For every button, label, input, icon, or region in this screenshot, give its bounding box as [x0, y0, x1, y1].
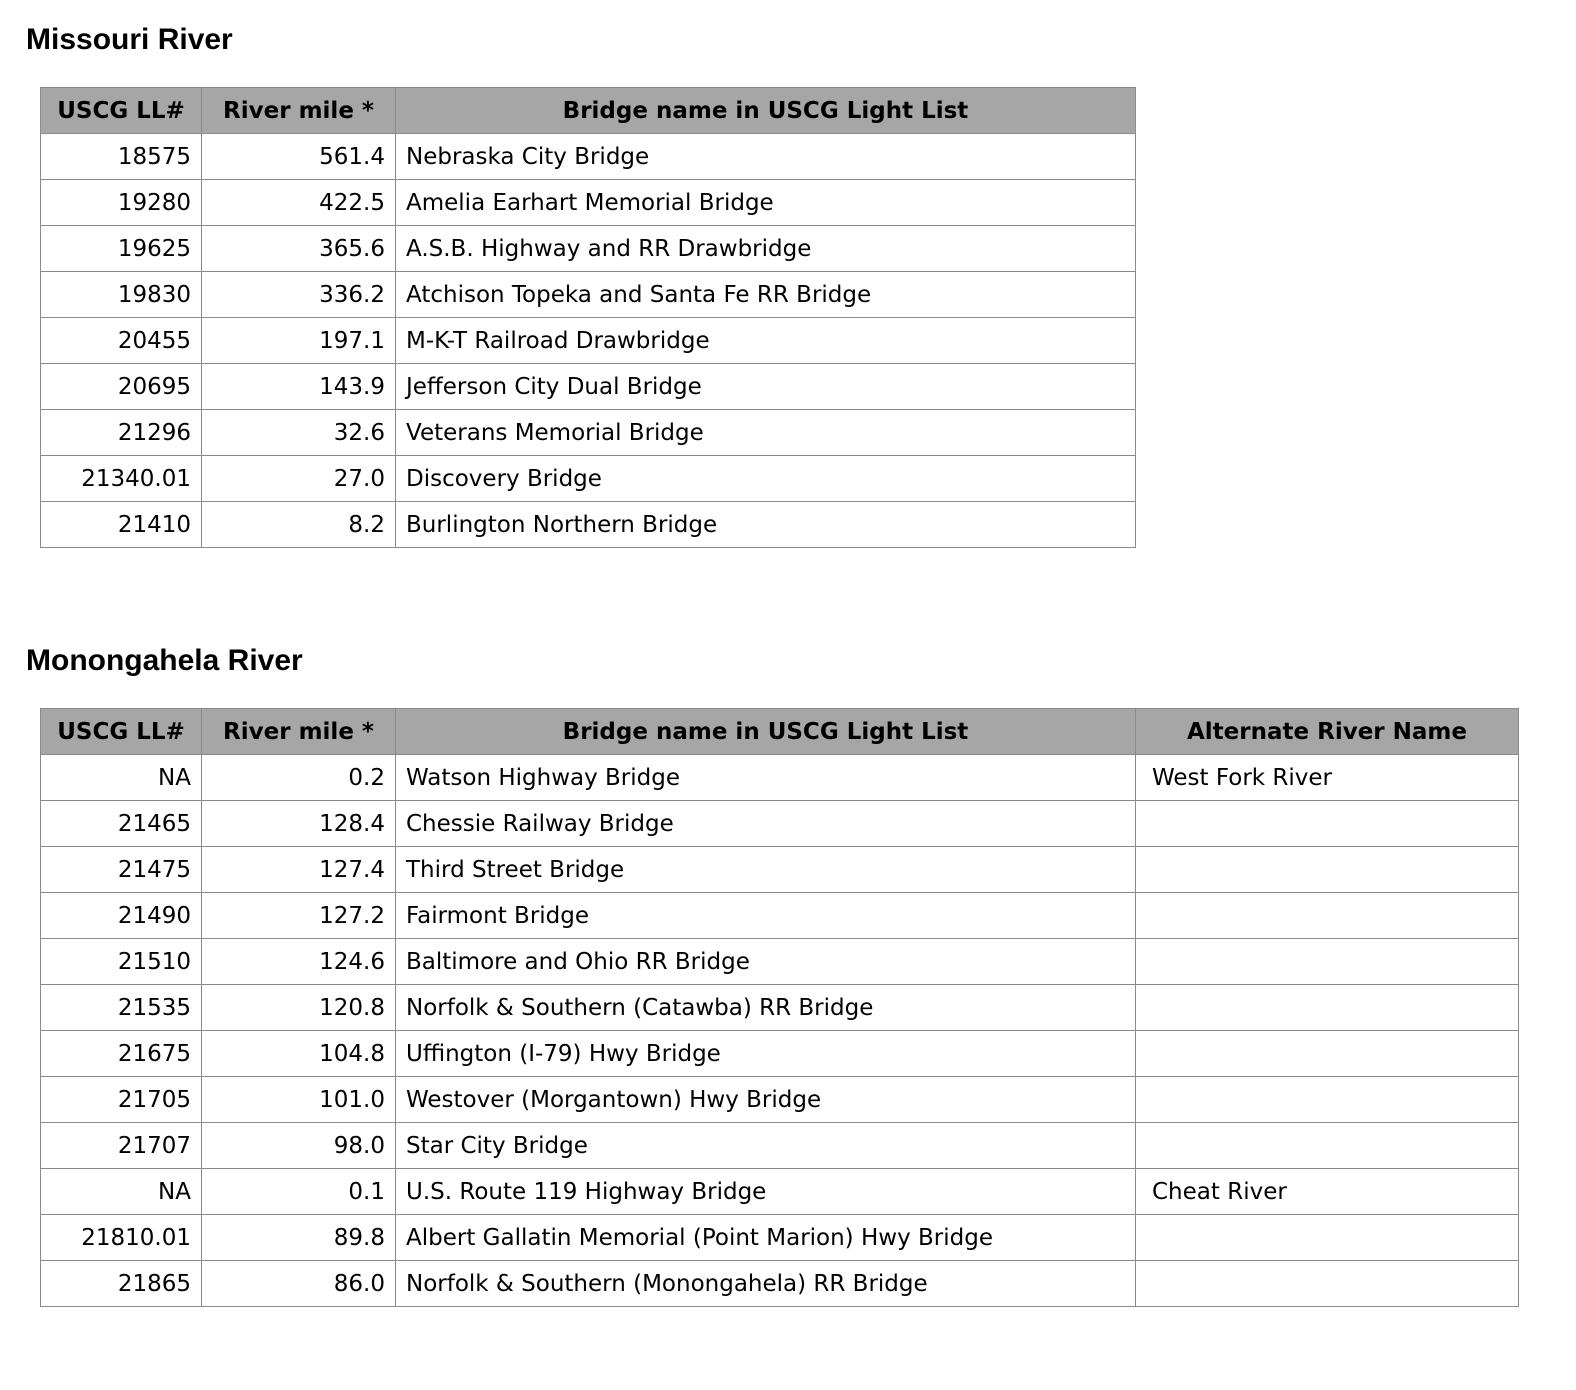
- cell-alternate-river-name: [1136, 1031, 1519, 1077]
- cell-uscg-ll: 21465: [41, 801, 202, 847]
- header-alternate-river-name: Alternate River Name: [1136, 709, 1519, 755]
- cell-uscg-ll: 21296: [41, 410, 202, 456]
- cell-uscg-ll: 19830: [41, 272, 202, 318]
- cell-bridge-name: Third Street Bridge: [396, 847, 1136, 893]
- cell-uscg-ll: 21865: [41, 1261, 202, 1307]
- cell-bridge-name: Star City Bridge: [396, 1123, 1136, 1169]
- header-uscg-ll: USCG LL#: [41, 709, 202, 755]
- cell-uscg-ll: 21535: [41, 985, 202, 1031]
- missouri-river-title: Missouri River: [26, 23, 233, 56]
- table-row: [41, 1123, 1519, 1169]
- cell-river-mile: 104.8: [202, 1031, 396, 1077]
- monongahela-bridges-table: [40, 708, 1519, 1307]
- cell-bridge-name: Westover (Morgantown) Hwy Bridge: [396, 1077, 1136, 1123]
- cell-uscg-ll: 21707: [41, 1123, 202, 1169]
- cell-alternate-river-name: West Fork River: [1136, 755, 1519, 801]
- table-row: [41, 180, 1136, 226]
- cell-river-mile: 197.1: [202, 318, 396, 364]
- cell-uscg-ll: 21705: [41, 1077, 202, 1123]
- header-river-mile: River mile *: [202, 88, 396, 134]
- cell-river-mile: 89.8: [202, 1215, 396, 1261]
- cell-bridge-name: Watson Highway Bridge: [396, 755, 1136, 801]
- cell-uscg-ll: 21340.01: [41, 456, 202, 502]
- cell-river-mile: 561.4: [202, 134, 396, 180]
- cell-uscg-ll: 18575: [41, 134, 202, 180]
- cell-alternate-river-name: [1136, 893, 1519, 939]
- cell-uscg-ll: 21475: [41, 847, 202, 893]
- cell-bridge-name: Veterans Memorial Bridge: [396, 410, 1136, 456]
- cell-uscg-ll: 21510: [41, 939, 202, 985]
- cell-river-mile: 0.2: [202, 755, 396, 801]
- cell-bridge-name: U.S. Route 119 Highway Bridge: [396, 1169, 1136, 1215]
- cell-alternate-river-name: [1136, 801, 1519, 847]
- cell-bridge-name: Fairmont Bridge: [396, 893, 1136, 939]
- cell-river-mile: 127.4: [202, 847, 396, 893]
- table-row: [41, 272, 1136, 318]
- table-row: [41, 226, 1136, 272]
- table-row: [41, 755, 1519, 801]
- cell-bridge-name: A.S.B. Highway and RR Drawbridge: [396, 226, 1136, 272]
- table-row: [41, 318, 1136, 364]
- cell-river-mile: 0.1: [202, 1169, 396, 1215]
- table-row: [41, 502, 1136, 548]
- missouri-table-body: [41, 134, 1136, 548]
- cell-alternate-river-name: [1136, 1077, 1519, 1123]
- cell-uscg-ll: 20455: [41, 318, 202, 364]
- cell-bridge-name: M-K-T Railroad Drawbridge: [396, 318, 1136, 364]
- table-row: [41, 1215, 1519, 1261]
- cell-bridge-name: Chessie Railway Bridge: [396, 801, 1136, 847]
- missouri-bridges-table: [40, 87, 1136, 548]
- header-bridge-name: Bridge name in USCG Light List: [396, 88, 1136, 134]
- cell-alternate-river-name: [1136, 847, 1519, 893]
- cell-river-mile: 143.9: [202, 364, 396, 410]
- cell-bridge-name: Baltimore and Ohio RR Bridge: [396, 939, 1136, 985]
- cell-bridge-name: Burlington Northern Bridge: [396, 502, 1136, 548]
- cell-alternate-river-name: [1136, 1123, 1519, 1169]
- cell-river-mile: 127.2: [202, 893, 396, 939]
- table-row: [41, 1261, 1519, 1307]
- cell-river-mile: 120.8: [202, 985, 396, 1031]
- cell-uscg-ll: 21675: [41, 1031, 202, 1077]
- table-row: [41, 985, 1519, 1031]
- cell-uscg-ll: NA: [41, 755, 202, 801]
- cell-river-mile: 336.2: [202, 272, 396, 318]
- cell-bridge-name: Nebraska City Bridge: [396, 134, 1136, 180]
- header-river-mile: River mile *: [202, 709, 396, 755]
- cell-bridge-name: Norfolk & Southern (Monongahela) RR Bridge: [396, 1261, 1136, 1307]
- table-header-row: [41, 88, 1136, 134]
- cell-river-mile: 8.2: [202, 502, 396, 548]
- cell-uscg-ll: 21810.01: [41, 1215, 202, 1261]
- table-row: [41, 410, 1136, 456]
- cell-river-mile: 128.4: [202, 801, 396, 847]
- cell-uscg-ll: 21490: [41, 893, 202, 939]
- cell-bridge-name: Discovery Bridge: [396, 456, 1136, 502]
- cell-bridge-name: Atchison Topeka and Santa Fe RR Bridge: [396, 272, 1136, 318]
- table-row: [41, 456, 1136, 502]
- cell-alternate-river-name: [1136, 939, 1519, 985]
- monongahela-table-body: [41, 755, 1519, 1307]
- cell-alternate-river-name: Cheat River: [1136, 1169, 1519, 1215]
- cell-river-mile: 365.6: [202, 226, 396, 272]
- cell-bridge-name: Albert Gallatin Memorial (Point Marion) Hwy Bridge: [396, 1215, 1136, 1261]
- cell-uscg-ll: 19280: [41, 180, 202, 226]
- table-header-row: [41, 709, 1519, 755]
- cell-river-mile: 422.5: [202, 180, 396, 226]
- cell-uscg-ll: 19625: [41, 226, 202, 272]
- header-uscg-ll: USCG LL#: [41, 88, 202, 134]
- table-row: [41, 847, 1519, 893]
- cell-uscg-ll: 20695: [41, 364, 202, 410]
- cell-river-mile: 98.0: [202, 1123, 396, 1169]
- table-row: [41, 1031, 1519, 1077]
- table-row: [41, 1169, 1519, 1215]
- table-row: [41, 939, 1519, 985]
- cell-alternate-river-name: [1136, 1215, 1519, 1261]
- cell-river-mile: 27.0: [202, 456, 396, 502]
- monongahela-river-title: Monongahela River: [26, 644, 303, 677]
- table-row: [41, 1077, 1519, 1123]
- table-row: [41, 134, 1136, 180]
- cell-river-mile: 124.6: [202, 939, 396, 985]
- cell-uscg-ll: 21410: [41, 502, 202, 548]
- cell-river-mile: 86.0: [202, 1261, 396, 1307]
- cell-river-mile: 101.0: [202, 1077, 396, 1123]
- cell-river-mile: 32.6: [202, 410, 396, 456]
- cell-uscg-ll: NA: [41, 1169, 202, 1215]
- table-row: [41, 801, 1519, 847]
- cell-alternate-river-name: [1136, 985, 1519, 1031]
- header-bridge-name: Bridge name in USCG Light List: [396, 709, 1136, 755]
- table-row: [41, 364, 1136, 410]
- cell-bridge-name: Norfolk & Southern (Catawba) RR Bridge: [396, 985, 1136, 1031]
- cell-alternate-river-name: [1136, 1261, 1519, 1307]
- cell-bridge-name: Uffington (I-79) Hwy Bridge: [396, 1031, 1136, 1077]
- cell-bridge-name: Jefferson City Dual Bridge: [396, 364, 1136, 410]
- table-row: [41, 893, 1519, 939]
- cell-bridge-name: Amelia Earhart Memorial Bridge: [396, 180, 1136, 226]
